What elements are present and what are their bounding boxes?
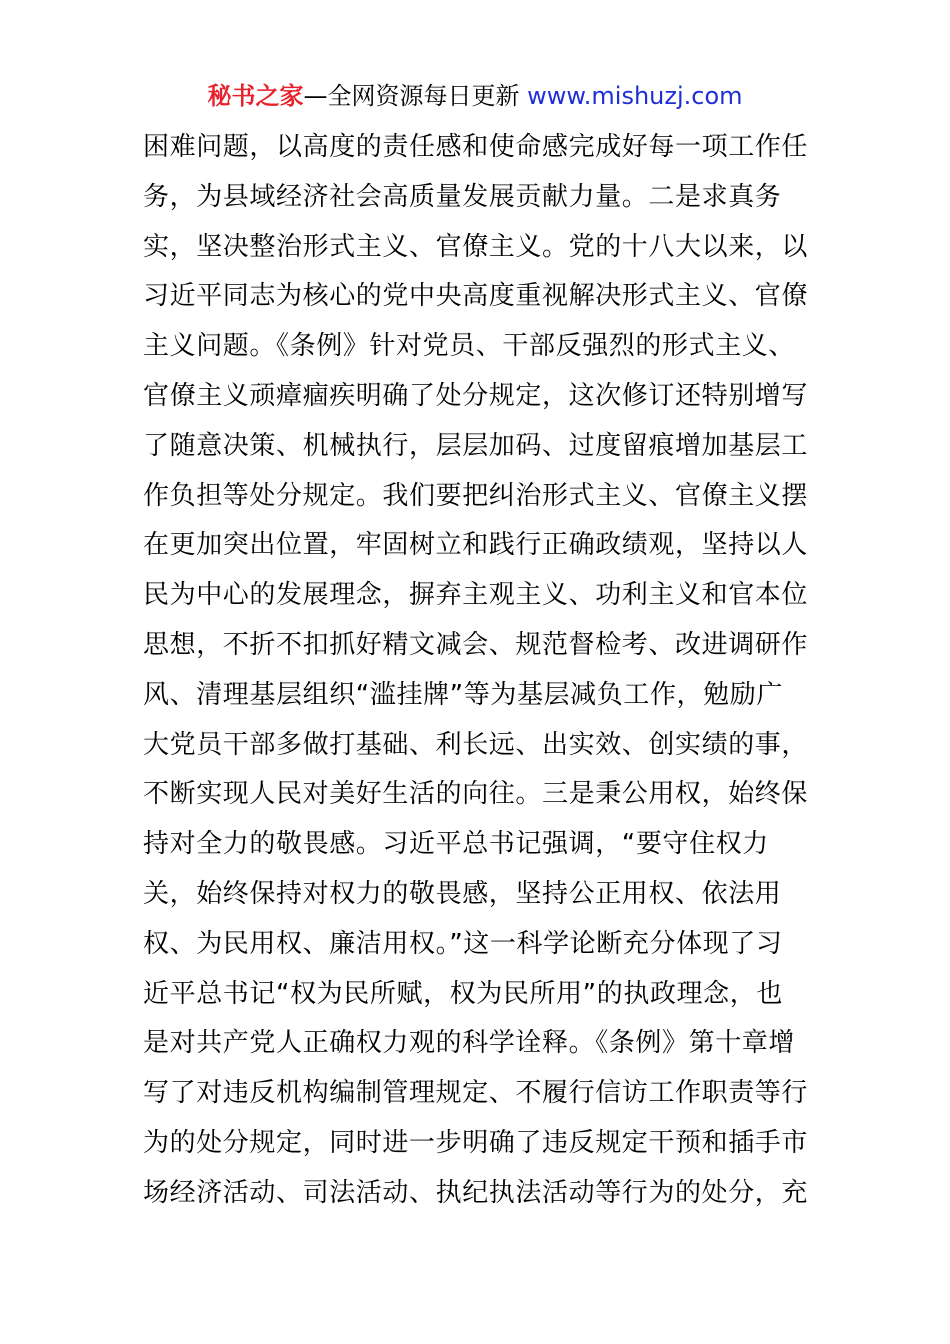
text-line: 在更加突出位置，牢固树立和践行正确政绩观，坚持以人 — [143, 530, 809, 561]
text-line: 官僚主义顽瘴痼疾明确了处分规定，这次修订还特别增写 — [143, 380, 809, 411]
text-line: 风、清理基层组织“滥挂牌”等为基层减负工作，勉励广 — [143, 679, 783, 710]
text-line: 思想，不折不扣抓好精文减会、规范督检考、改进调研作 — [143, 629, 809, 660]
text-line: 了随意决策、机械执行，层层加码、过度留痕增加基层工 — [143, 430, 809, 461]
text-line: 为的处分规定，同时进一步明确了违反规定干预和插手市 — [143, 1127, 809, 1158]
text-line: 近平总书记“权为民所赋，权为民所用”的执政理念，也 — [143, 978, 783, 1009]
text-line: 关，始终保持对权力的敬畏感，坚持公正用权、依法用 — [143, 878, 782, 909]
text-line: 不断实现人民对美好生活的向往。三是秉公用权，始终保 — [143, 779, 809, 810]
text-line: 是对共产党人正确权力观的科学诠释。《条例》第十章增 — [143, 1028, 796, 1059]
text-line: 习近平同志为核心的党中央高度重视解决形式主义、官僚 — [143, 281, 809, 312]
text-line: 困难问题，以高度的责任感和使命感完成好每一项工作任 — [143, 132, 809, 162]
site-link[interactable]: www.mishuzj.com — [527, 82, 743, 110]
text-line: 作负担等处分规定。我们要把纠治形式主义、官僚主义摆 — [143, 480, 809, 511]
brand-name: 秘书之家 — [207, 82, 304, 110]
document-body — [143, 127, 813, 1223]
page-header — [0, 80, 950, 112]
text-line: 场经济活动、司法活动、执纪执法活动等行为的处分，充 — [143, 1177, 809, 1208]
text-line: 实，坚决整治形式主义、官僚主义。党的十八大以来，以 — [143, 231, 809, 262]
text-line: 大党员干部多做打基础、利长远、出实效、创实绩的事， — [143, 729, 809, 760]
text-line: 民为中心的发展理念，摒弃主观主义、功利主义和官本位 — [143, 580, 809, 611]
text-line: 务，为县域经济社会高质量发展贡献力量。二是求真务 — [143, 181, 782, 212]
text-line: 权、为民用权、廉洁用权。”这一科学论断充分体现了习 — [143, 928, 783, 959]
text-line: 写了对违反机构编制管理规定、不履行信访工作职责等行 — [143, 1078, 809, 1109]
header-tagline: —全网资源每日更新 — [303, 82, 520, 110]
text-line: 主义问题。《条例》针对党员、干部反强烈的形式主义、 — [143, 331, 796, 362]
text-line: 持对全力的敬畏感。习近平总书记强调，“要守住权力 — [143, 829, 769, 860]
